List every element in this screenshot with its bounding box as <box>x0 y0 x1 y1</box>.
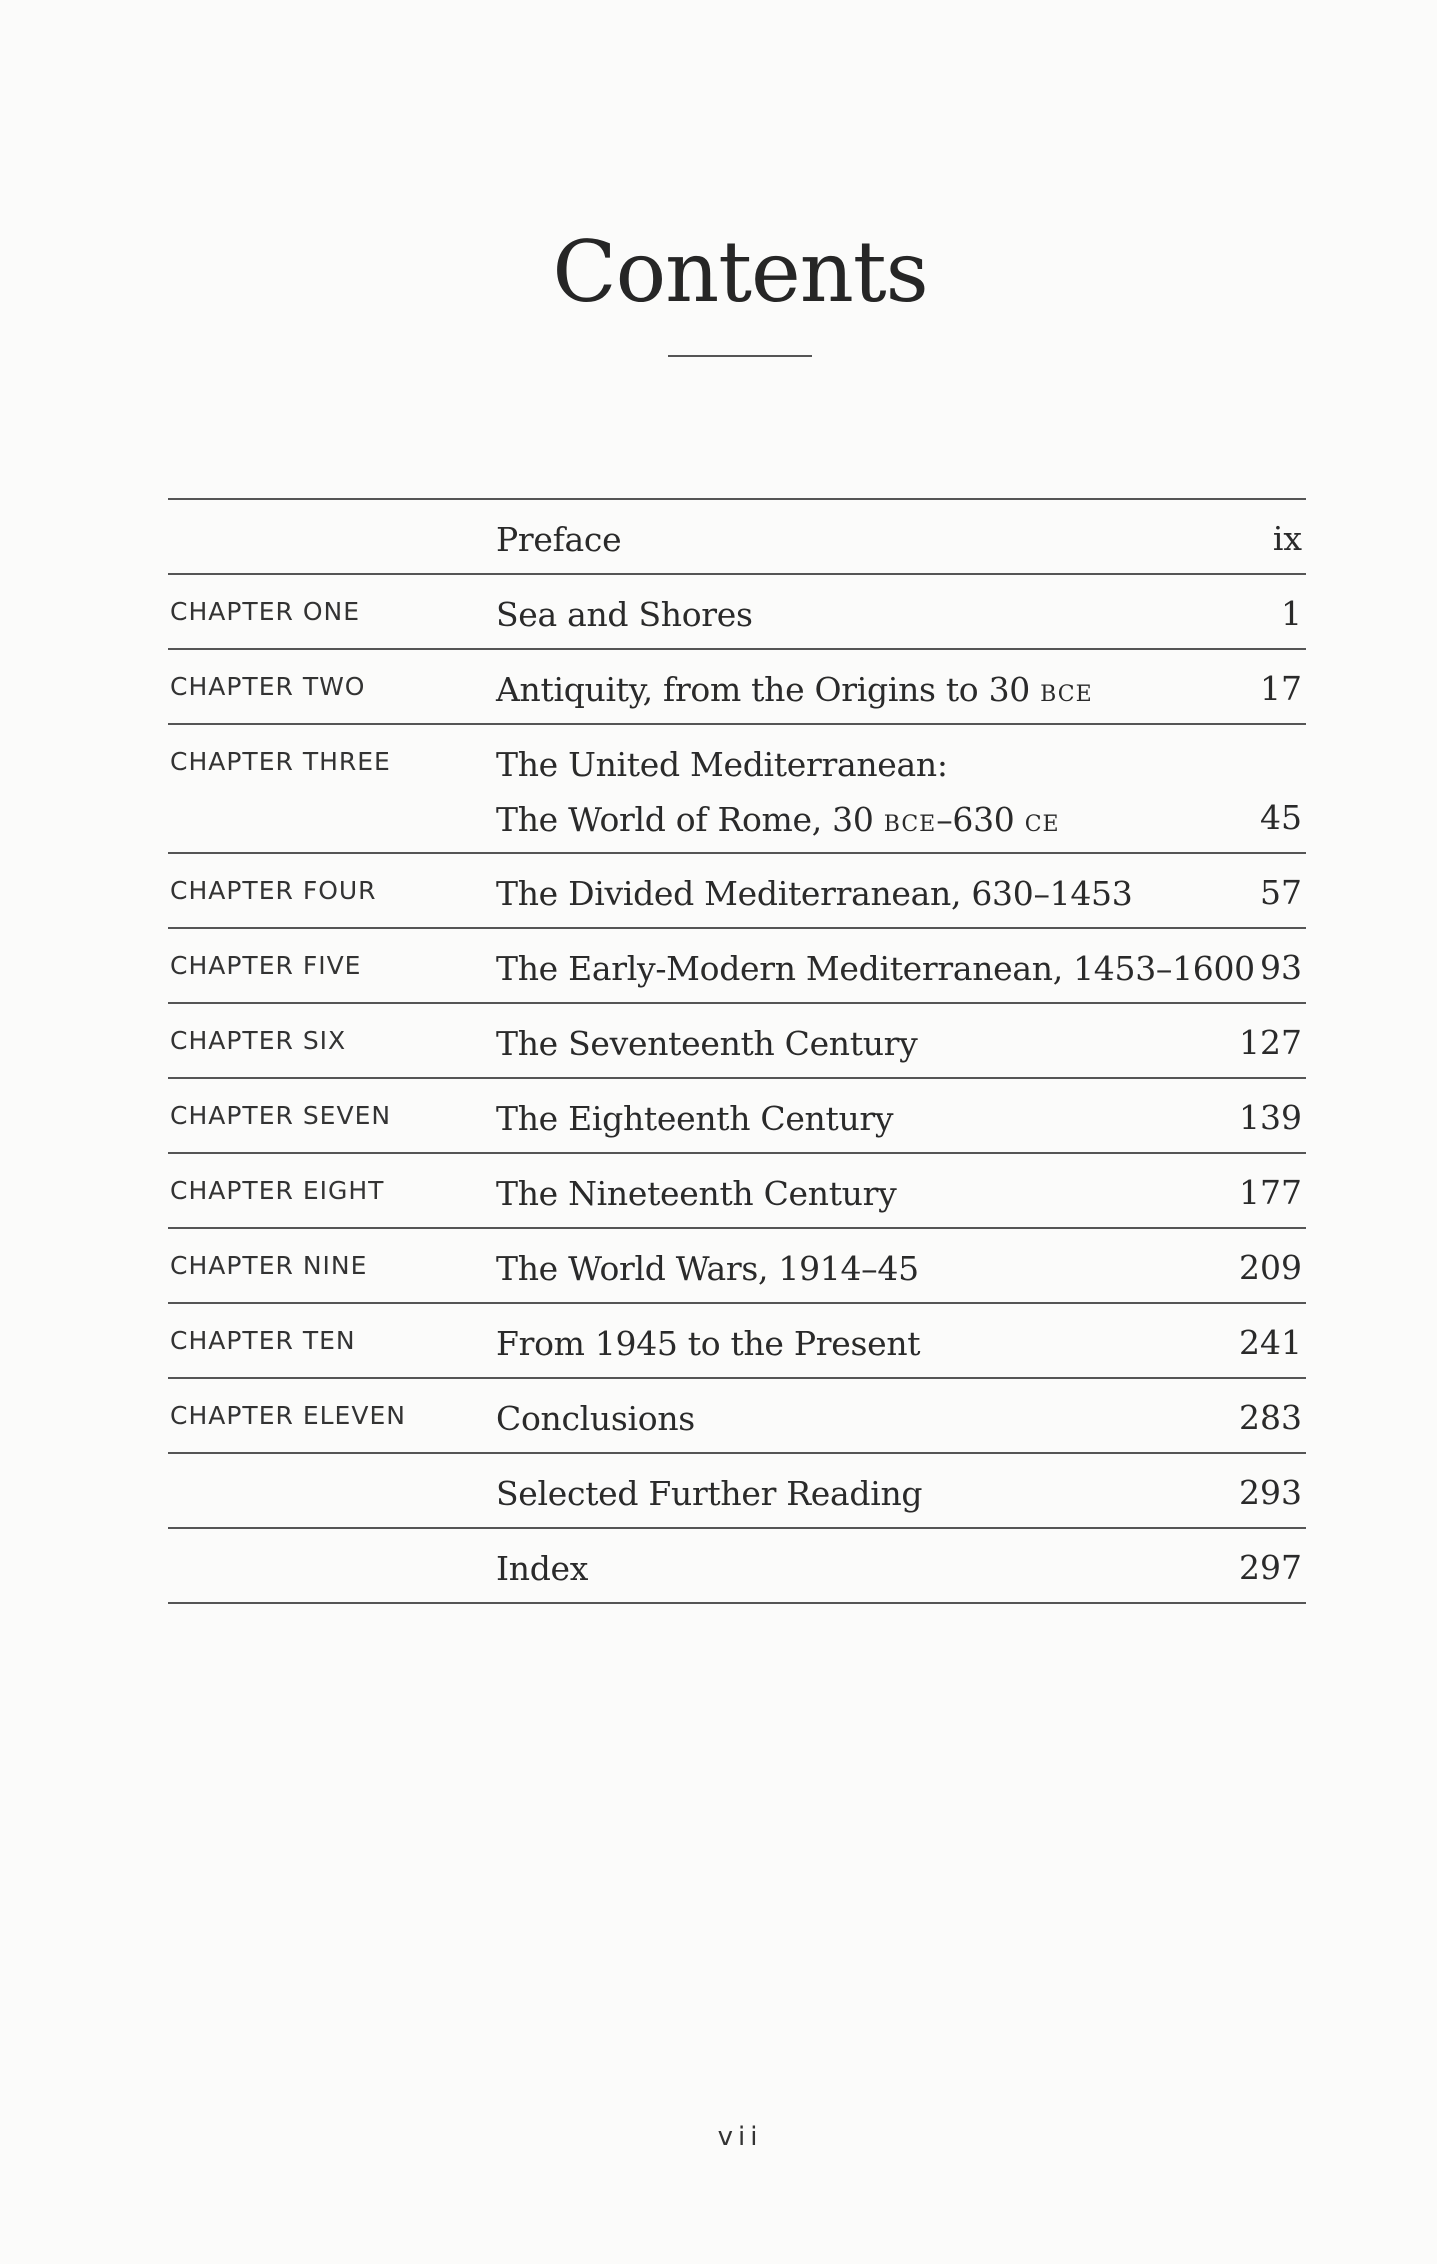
entry-title <box>496 1241 919 1296</box>
page-number: 57 <box>1260 873 1302 912</box>
small-caps-text: CE <box>1024 812 1060 837</box>
title-text: –630 <box>936 800 1025 839</box>
small-caps-text: BCE <box>883 812 937 837</box>
toc-row <box>168 725 1306 854</box>
entry-title-line <box>496 1316 920 1371</box>
entry-title <box>496 1016 918 1071</box>
entry-title-line <box>496 662 1093 722</box>
page-number: 297 <box>1239 1548 1302 1587</box>
title-text: Sea and Shores <box>496 595 753 634</box>
entry-title-line <box>496 1091 893 1146</box>
title-text: Index <box>496 1549 589 1588</box>
entry-title <box>496 587 753 642</box>
chapter-label: CHAPTER TWO <box>170 672 366 701</box>
entry-title <box>496 1091 893 1146</box>
entry-title-line <box>496 1241 919 1296</box>
page-number: 293 <box>1239 1473 1302 1512</box>
title-text: The World of Rome, 30 <box>496 800 884 839</box>
toc-row <box>168 1529 1306 1604</box>
chapter-label: CHAPTER EIGHT <box>170 1176 385 1205</box>
title-text: The World Wars, 1914–45 <box>496 1249 919 1288</box>
entry-title <box>496 941 1255 996</box>
entry-title-line <box>496 941 1255 996</box>
toc-row <box>168 854 1306 929</box>
title-text: Antiquity, from the Origins to 30 <box>496 670 1041 709</box>
page-number: 139 <box>1239 1098 1302 1137</box>
title-text: From 1945 to the Present <box>496 1324 921 1363</box>
toc-row <box>168 1304 1306 1379</box>
chapter-label: CHAPTER ELEVEN <box>170 1401 406 1430</box>
entry-title <box>496 512 621 567</box>
entry-title <box>496 662 1093 722</box>
entry-title-line <box>496 1541 588 1596</box>
entry-title-line <box>496 1016 918 1071</box>
toc-row <box>168 1379 1306 1454</box>
title-text: The Early-Modern Mediterranean, 1453–1600 <box>496 949 1255 988</box>
toc-row <box>168 1454 1306 1529</box>
entry-title-line <box>496 866 1132 921</box>
entry-title-line <box>496 587 753 642</box>
page-number: 209 <box>1239 1248 1302 1287</box>
toc-row <box>168 1229 1306 1304</box>
title-text: The Seventeenth Century <box>496 1024 918 1063</box>
page-number: 127 <box>1239 1023 1302 1062</box>
page-number: 283 <box>1239 1398 1302 1437</box>
page-number: 177 <box>1239 1173 1302 1212</box>
chapter-label: CHAPTER FOUR <box>170 876 377 905</box>
toc-row <box>168 1079 1306 1154</box>
toc-row <box>168 929 1306 1004</box>
page-number: 93 <box>1260 948 1302 987</box>
chapter-label: CHAPTER TEN <box>170 1326 356 1355</box>
chapter-label: CHAPTER SIX <box>170 1026 347 1055</box>
title-text: Conclusions <box>496 1399 695 1438</box>
entry-title-line <box>496 1391 695 1446</box>
page-number: ix <box>1272 519 1302 558</box>
chapter-label: CHAPTER THREE <box>170 747 391 776</box>
entry-title <box>496 1166 896 1221</box>
entry-title <box>496 1466 922 1521</box>
toc-row <box>168 1004 1306 1079</box>
entry-title <box>496 737 1060 852</box>
page-title: Contents <box>552 223 928 321</box>
entry-title <box>496 1391 695 1446</box>
entry-title-line <box>496 1466 922 1521</box>
entry-title-line <box>496 512 621 567</box>
entry-title-line <box>496 792 1060 852</box>
chapter-label: CHAPTER SEVEN <box>170 1101 392 1130</box>
toc-row <box>168 575 1306 650</box>
entry-title <box>496 1316 920 1371</box>
page-folio: vii <box>717 2122 763 2152</box>
page-number: 241 <box>1239 1323 1302 1362</box>
chapter-label: CHAPTER NINE <box>170 1251 368 1280</box>
small-caps-text: BCE <box>1040 682 1093 707</box>
table-of-contents <box>168 498 1306 1604</box>
entry-title <box>496 1541 588 1596</box>
page-number: 45 <box>1260 798 1302 837</box>
toc-row <box>168 1154 1306 1229</box>
page-number: 1 <box>1281 594 1302 633</box>
title-text: Selected Further Reading <box>496 1474 923 1513</box>
entry-title <box>496 866 1132 921</box>
title-text: The Nineteenth Century <box>496 1174 897 1213</box>
title-text: The Eighteenth Century <box>496 1099 894 1138</box>
chapter-label: CHAPTER ONE <box>170 597 360 626</box>
toc-row <box>168 650 1306 725</box>
toc-row <box>168 500 1306 575</box>
entry-title-line <box>496 737 1060 792</box>
page-number: 17 <box>1260 669 1302 708</box>
chapter-label: CHAPTER FIVE <box>170 951 362 980</box>
entry-title-line <box>496 1166 896 1221</box>
title-text: The United Mediterranean: <box>496 745 948 784</box>
title-rule <box>668 355 812 357</box>
title-text: The Divided Mediterranean, 630–1453 <box>496 874 1133 913</box>
title-text: Preface <box>496 520 622 559</box>
